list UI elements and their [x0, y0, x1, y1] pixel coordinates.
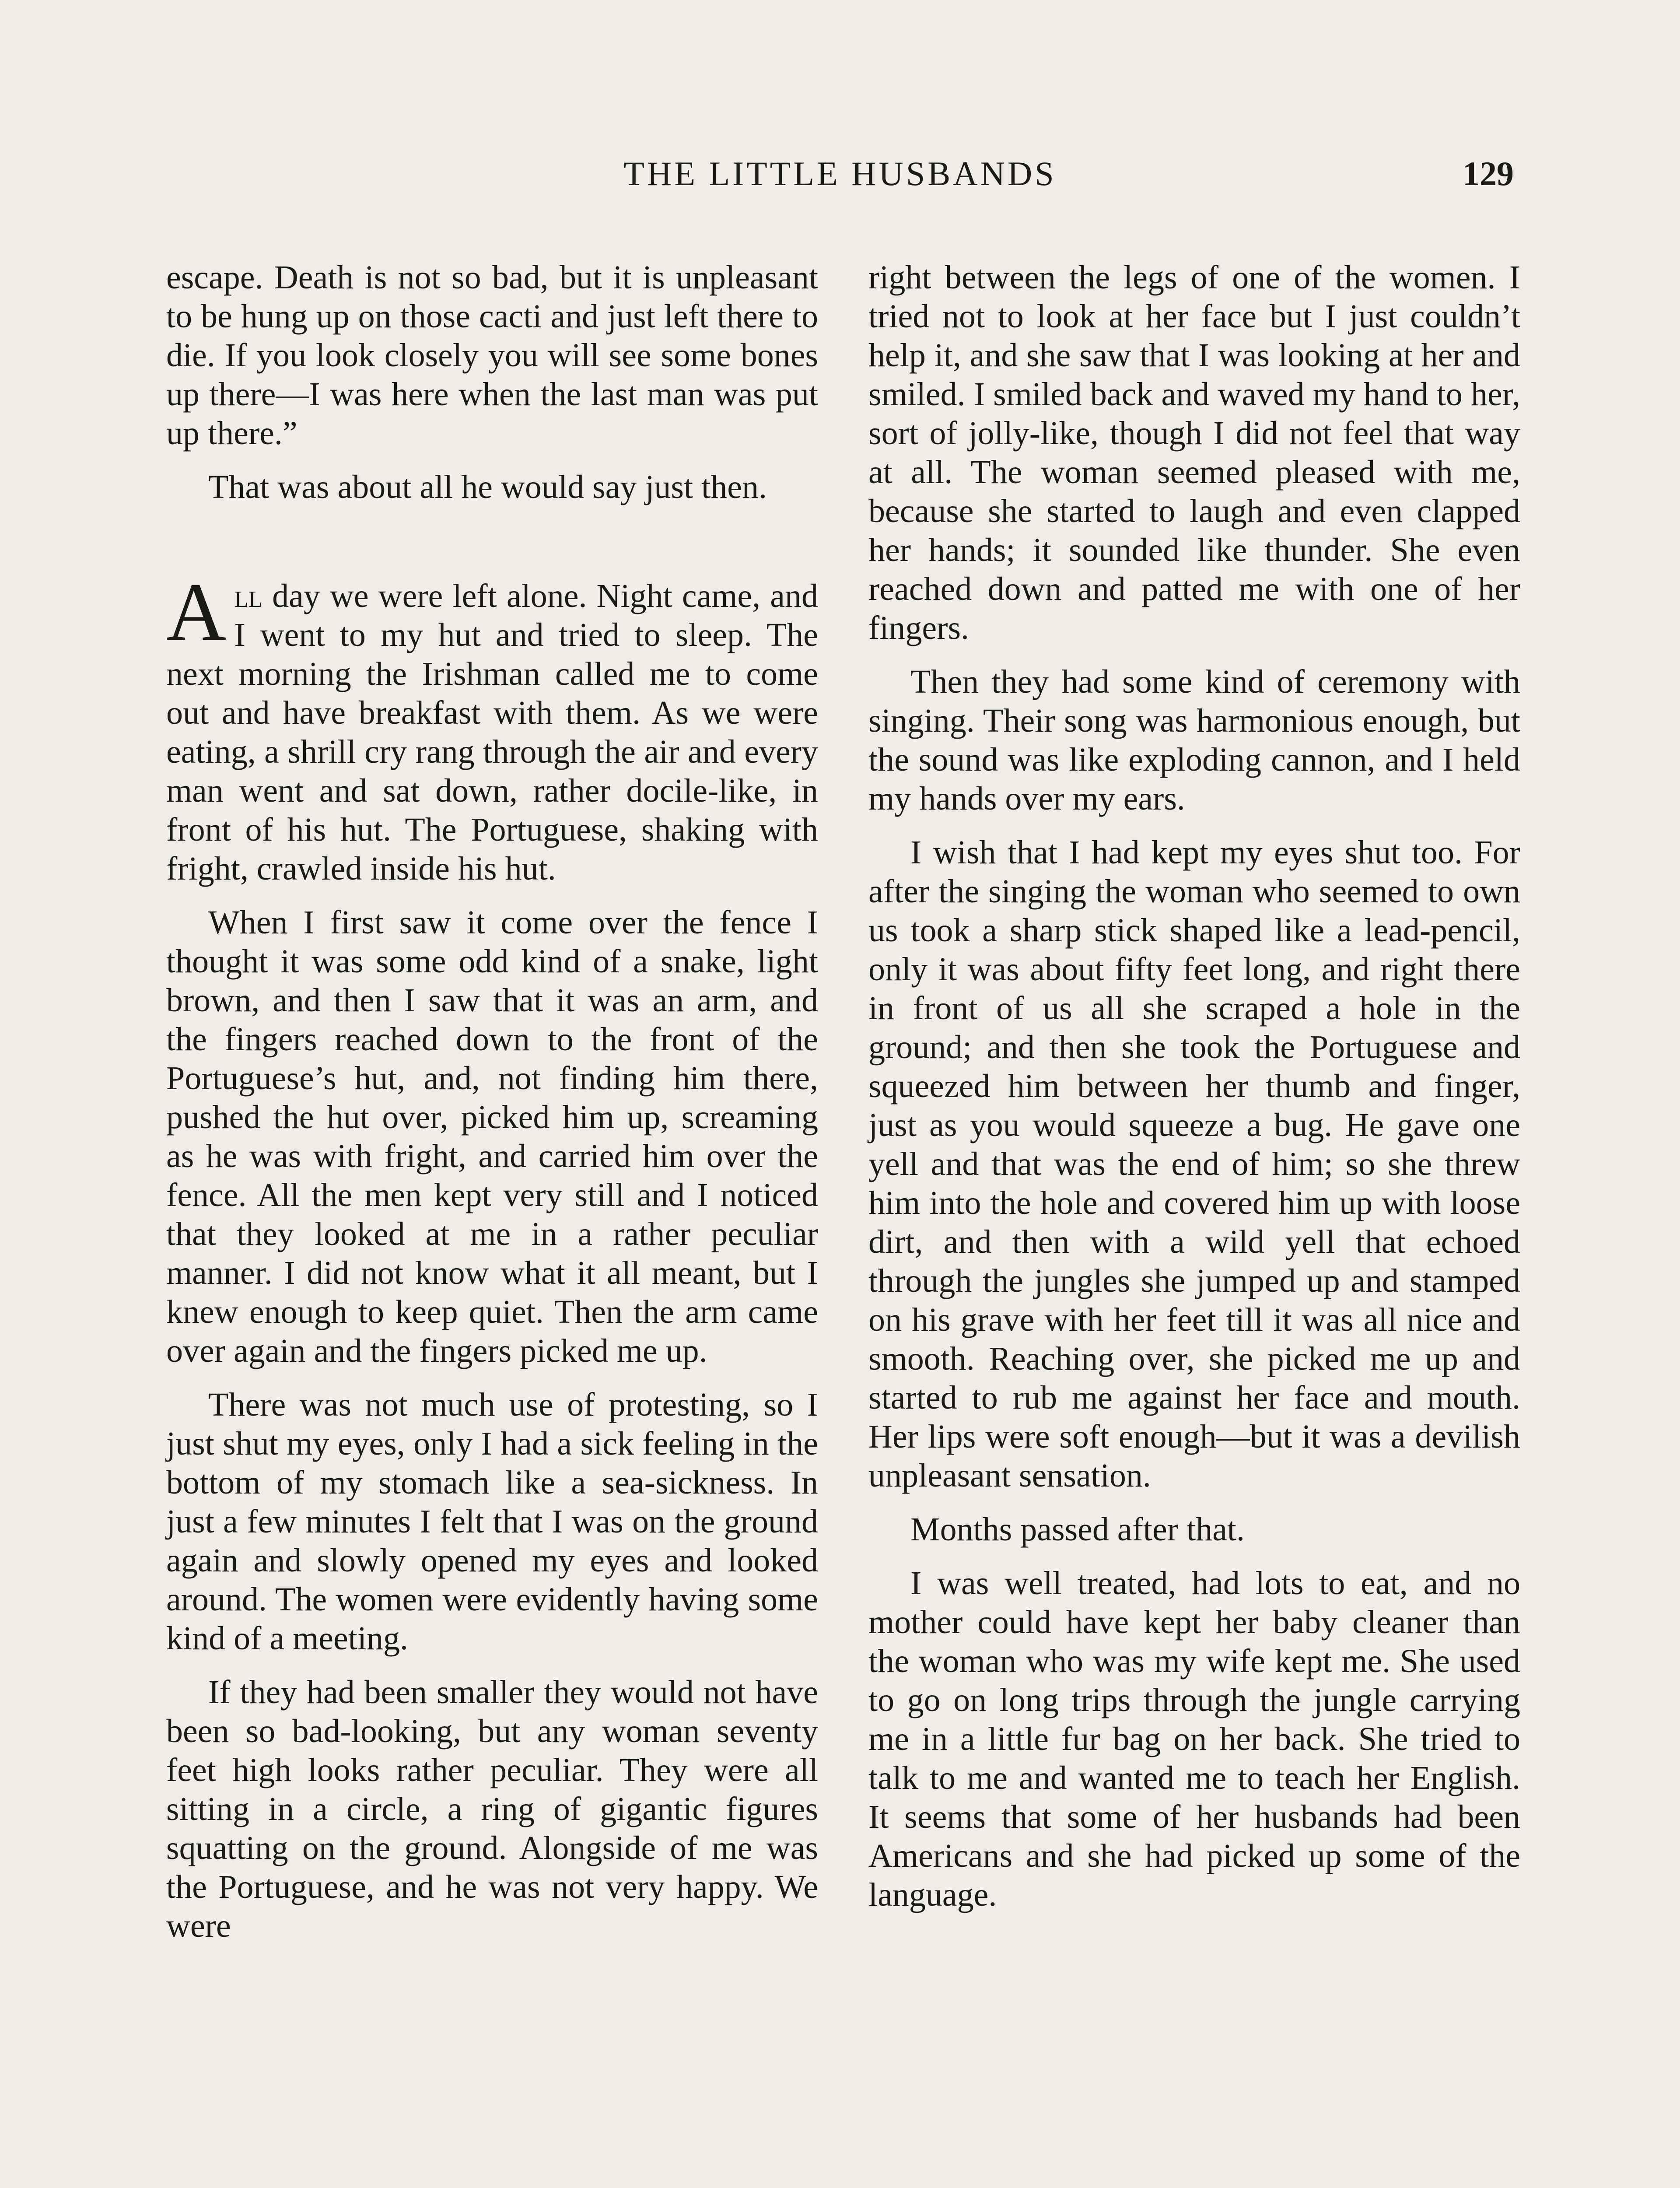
small-caps-lead: ll [234, 578, 262, 614]
paragraph: If they had been smaller they would not have been so bad-looking, but any woman seventy feet high looks rather peculiar. They were all sitting in a circle, a ring of gigantic figures squatting on the ground. Alongside of me was the Portuguese, and he was not very happy. We were [166, 1674, 818, 1944]
paragraph: Months passed after that. [910, 1511, 1245, 1548]
paragraph: Then they had some kind of ceremony with singing. Their song was harmonious enough, but the sound was like exploding cannon, and I held my hands over my ears. [868, 663, 1520, 817]
drop-cap: A [166, 566, 227, 658]
left-column [166, 258, 818, 1960]
paragraph: escape. Death is not so bad, but it is unpleasant to be hung up on those cacti and just left there to die. If you look closely you will see some bones up there—I was here when the last man was put up there.” [166, 259, 818, 452]
section-start-paragraph [166, 566, 818, 888]
running-title: THE LITTLE HUSBANDS [623, 154, 1057, 193]
page-header [166, 154, 1514, 207]
paragraph: I wish that I had kept my eyes shut too. For after the singing the woman who seemed to own us took a sharp stick shaped like a lead-pencil, only it was about fifty feet long, and right there in front of us all she scraped a hole in the ground; and then she took the Portuguese and squeezed him between her thumb and finger, just as you would squeeze a bug. He gave one yell and that was the end of him; so she threw him into the hole and covered him up with loose dirt, and then with a wild yell that echoed through the jungles she jumped up and stamped on his grave with her feet till it was all nice and smooth. Reaching over, she picked me up and started to rub me against her face and mouth. Her lips were soft enough—but it was a devilish unpleasant sensation. [868, 834, 1520, 1494]
paragraph: There was not much use of protesting, so I just shut my eyes, only I had a sick feeling in the bottom of my stomach like a sea-sickness. In just a few minutes I felt that I was on the ground again and slowly opened my eyes and looked around. The women were evidently having some kind of a meeting. [166, 1386, 818, 1657]
right-column [868, 258, 1520, 1929]
paragraph: right between the legs of one of the women. I tried not to look at her face but I just couldn’t help it, and she saw that I was looking at her and smiled. I smiled back and waved my hand to her, sort of jolly-like, though I did not feel that way at all. The woman seemed pleased with me, because she started to laugh and even clapped her hands; it sounded like thunder. She even reached down and patted me with one of her fingers. [868, 259, 1520, 646]
paragraph: When I first saw it come over the fence I thought it was some odd kind of a snake, light brown, and then I saw that it was an arm, and the fingers reached down to the front of the Portuguese’s hut, and, not finding him there, pushed the hut over, picked him up, screaming as he was with fright, and carried him over the fence. All the men kept very still and I noticed that they looked at me in a rather peculiar manner. I did not know what it all meant, but I knew enough to keep quiet. Then the arm came over again and the fingers picked me up. [166, 904, 818, 1369]
paragraph: That was about all he would say just then. [208, 469, 767, 505]
paragraph-text: day we were left alone. Night came, and I went to my hut and tried to sleep. The next morning the Irishman called me to come out and have breakfast with them. As we were eating, a shrill cry rang through the air and every man went and sat down, rather docile-like, in front of his hut. The Portuguese, shaking with fright, crawled inside his hut. [166, 578, 818, 887]
paragraph: I was well treated, had lots to eat, and no mother could have kept her baby cleaner than the woman who was my wife kept me. She used to go on long trips through the jungle carrying me in a little fur bag on her back. She tried to talk to me and wanted me to teach her English. It seems that some of her husbands had been Americans and she had picked up some of the language. [868, 1565, 1520, 1913]
page-number: 129 [1463, 154, 1514, 193]
